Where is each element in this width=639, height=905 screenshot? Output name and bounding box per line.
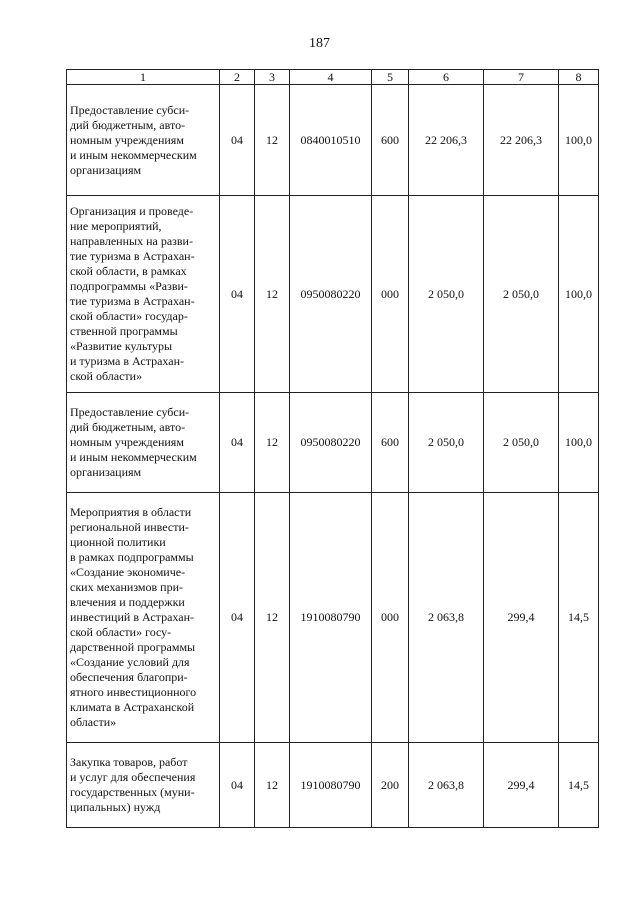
planned-amount: 22 206,3 [409,85,484,196]
row-description: Организация и проведе- ние мероприятий, направленных на разви- тие туризма в Астрахан- ской области, в рамках подпрограммы «Разви- тие туризма в Астрахан- ской области» государ- ственной программы «Развитие культуры и туризма в Астрахан- ской области» [67,196,220,393]
row-description: Закупка товаров, работ и услуг для обеспечения государственных (муни- ципальных) нужд [67,743,220,828]
executed-amount: 22 206,3 [484,85,559,196]
section-code: 04 [220,743,255,828]
executed-amount: 299,4 [484,743,559,828]
section-code: 04 [220,493,255,743]
header-cell: 7 [484,70,559,85]
page-number: 187 [309,36,330,51]
target-article-code: 0950080220 [290,196,372,393]
target-article-code: 0840010510 [290,85,372,196]
expense-type-code: 600 [372,85,409,196]
table-row [67,393,599,493]
expense-type-code: 000 [372,493,409,743]
target-article-code: 0950080220 [290,393,372,493]
subsection-code: 12 [255,196,290,393]
table-row [67,196,599,393]
target-article-code: 1910080790 [290,743,372,828]
header-cell: 1 [67,70,220,85]
executed-amount: 299,4 [484,493,559,743]
target-article-code: 1910080790 [290,493,372,743]
executed-amount: 2 050,0 [484,196,559,393]
table-row [67,493,599,743]
row-description: Мероприятия в области региональной инвести- ционной политики в рамках подпрограммы «Создание экономиче- ских механизмов при- влечения и поддержки инвестиций в Астрахан- ской области» госу- дарственной программы «Создание условий для обеспечения благопри- ятного инвестиционного климата в Астраханской области» [67,493,220,743]
header-cell: 6 [409,70,484,85]
execution-percent: 100,0 [559,393,599,493]
header-row [67,70,599,85]
planned-amount: 2 063,8 [409,743,484,828]
header-cell: 4 [290,70,372,85]
execution-percent: 100,0 [559,196,599,393]
executed-amount: 2 050,0 [484,393,559,493]
execution-percent: 14,5 [559,493,599,743]
table-row [67,85,599,196]
row-description: Предоставление субси- дий бюджетным, авто- номным учреждениям и иным некоммерческим организациям [67,393,220,493]
table-row [67,743,599,828]
header-cell: 2 [220,70,255,85]
planned-amount: 2 050,0 [409,393,484,493]
section-code: 04 [220,393,255,493]
header-cell: 5 [372,70,409,85]
expense-type-code: 000 [372,196,409,393]
section-code: 04 [220,85,255,196]
subsection-code: 12 [255,743,290,828]
subsection-code: 12 [255,85,290,196]
section-code: 04 [220,196,255,393]
execution-percent: 100,0 [559,85,599,196]
budget-table [66,69,599,828]
subsection-code: 12 [255,493,290,743]
row-description: Предоставление субси- дий бюджетным, авто- номным учреждениям и иным некоммерческим организациям [67,85,220,196]
header-cell: 8 [559,70,599,85]
expense-type-code: 600 [372,393,409,493]
subsection-code: 12 [255,393,290,493]
planned-amount: 2 063,8 [409,493,484,743]
expense-type-code: 200 [372,743,409,828]
header-cell: 3 [255,70,290,85]
execution-percent: 14,5 [559,743,599,828]
planned-amount: 2 050,0 [409,196,484,393]
